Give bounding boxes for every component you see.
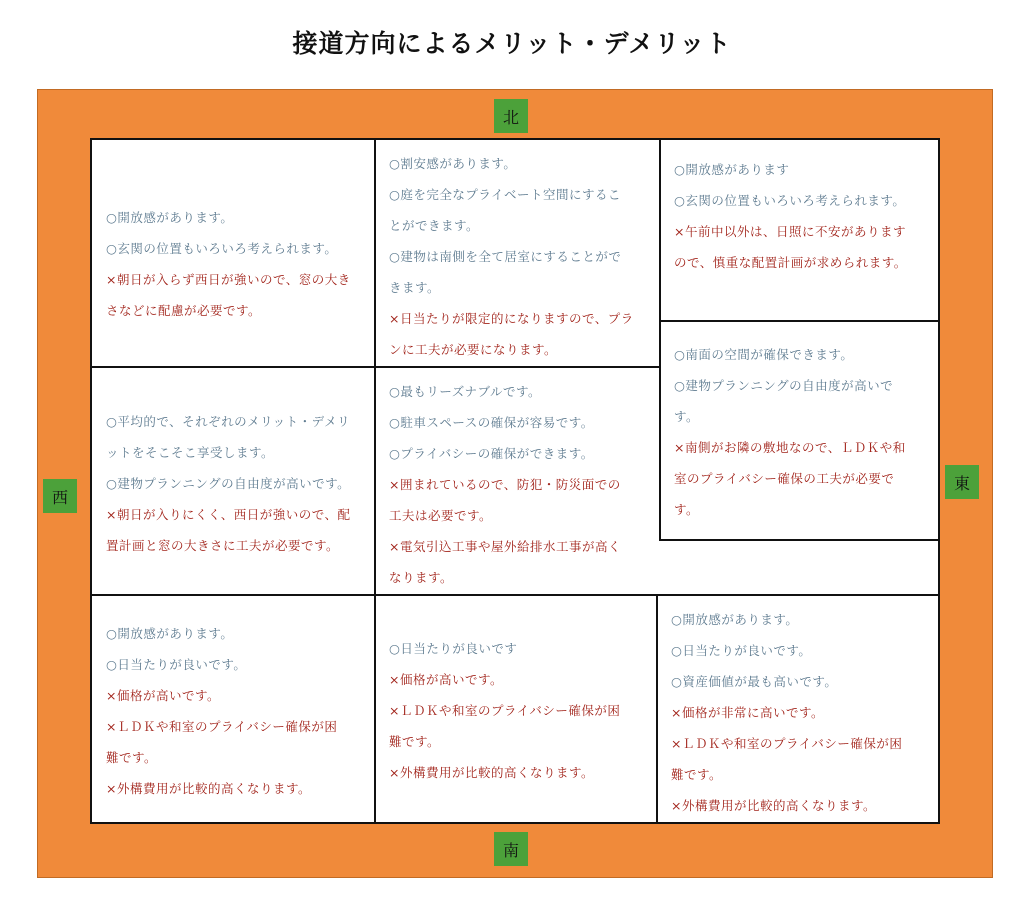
merit-line: ○日当たりが良いです xyxy=(389,641,518,656)
merit-line: ○資産価値が最も高いです。 xyxy=(671,674,838,689)
cell-northwest xyxy=(90,138,376,368)
merit-line: とができます。 xyxy=(389,218,480,233)
demerit-line: 工夫は必要です。 xyxy=(389,508,493,523)
cell-list xyxy=(106,618,374,804)
merit-line: ○玄関の位置もいろいろ考えられます。 xyxy=(106,241,338,256)
cell-north xyxy=(374,138,662,368)
demerit-line: ×朝日が入りにくく、西日が強いので、配 xyxy=(106,507,351,522)
cell-list xyxy=(106,406,374,561)
demerit-line: ×南側がお隣の敷地なので、ＬＤＫや和 xyxy=(674,440,906,455)
demerit-line: さなどに配慮が必要です。 xyxy=(106,303,262,318)
cell-northeast xyxy=(659,138,940,322)
cell-list xyxy=(389,633,656,788)
cell-list xyxy=(674,154,938,278)
cell-list xyxy=(106,202,374,326)
demerit-line: ×朝日が入らず西日が強いので、窓の大き xyxy=(106,272,351,287)
merit-line: ○プライバシーの確保ができます。 xyxy=(389,446,594,461)
merit-line: ○開放感があります xyxy=(674,162,790,177)
merit-line: す。 xyxy=(674,409,700,424)
merit-line: ○玄関の位置もいろいろ考えられます。 xyxy=(674,193,906,208)
merit-line: ○日当たりが良いです。 xyxy=(671,643,812,658)
demerit-line: ×ＬＤＫや和室のプライバシー確保が困 xyxy=(671,736,903,751)
demerit-line: す。 xyxy=(674,502,700,517)
merit-line: きます。 xyxy=(389,280,441,295)
demerit-line: 室のプライバシー確保の工夫が必要で xyxy=(674,471,895,486)
demerit-line: 置計画と窓の大きさに工夫が必要です。 xyxy=(106,538,340,553)
demerit-line: ×外構費用が比較的高くなります。 xyxy=(106,781,311,796)
demerit-line: 難です。 xyxy=(389,734,441,749)
cell-list xyxy=(389,376,662,593)
cell-southwest xyxy=(90,594,376,824)
demerit-line: ×日当たりが限定的になりますので、プラ xyxy=(389,311,634,326)
merit-line: ○駐車スペースの確保が容易です。 xyxy=(389,415,594,430)
demerit-line: ×囲まれているので、防犯・防災面での xyxy=(389,477,621,492)
demerit-line: ×価格が高いです。 xyxy=(106,688,220,703)
demerit-line: 難です。 xyxy=(671,767,723,782)
cell-southeast xyxy=(656,594,940,824)
demerit-line: ンに工夫が必要になります。 xyxy=(389,342,558,357)
merit-line: ○南面の空間が確保できます。 xyxy=(674,347,854,362)
merit-line: ○日当たりが良いです。 xyxy=(106,657,247,672)
merit-line: ○割安感があります。 xyxy=(389,156,517,171)
direction-west-badge: 西 xyxy=(43,479,77,513)
demerit-line: ×ＬＤＫや和室のプライバシー確保が困 xyxy=(389,703,621,718)
diagram-title: 接道方向によるメリット・デメリット xyxy=(292,29,732,58)
demerit-line: なります。 xyxy=(389,570,454,585)
merit-line: ○建物プランニングの自由度が高いで xyxy=(674,378,894,393)
demerit-line: ×外構費用が比較的高くなります。 xyxy=(671,798,876,813)
direction-south-badge: 南 xyxy=(494,832,528,866)
cell-west xyxy=(90,366,376,596)
cell-list xyxy=(671,604,938,821)
demerit-line: 難です。 xyxy=(106,750,158,765)
cell-list xyxy=(389,148,660,365)
demerit-line: ので、慎重な配置計画が求められます。 xyxy=(674,255,907,270)
merit-line: ○開放感があります。 xyxy=(671,612,799,627)
demerit-line: ×ＬＤＫや和室のプライバシー確保が困 xyxy=(106,719,338,734)
cell-east xyxy=(659,320,940,541)
demerit-line: ×午前中以外は、日照に不安があります xyxy=(674,224,906,239)
direction-north-badge: 北 xyxy=(494,99,528,133)
merit-line: ○建物は南側を全て居室にすることがで xyxy=(389,249,622,264)
merit-line: ○平均的で、それぞれのメリット・デメリ xyxy=(106,414,351,429)
merit-line: ットをそこそこ享受します。 xyxy=(106,445,275,460)
merit-line: ○最もリーズナブルです。 xyxy=(389,384,542,399)
demerit-line: ×外構費用が比較的高くなります。 xyxy=(389,765,594,780)
merit-line: ○開放感があります。 xyxy=(106,210,234,225)
merit-line: ○建物プランニングの自由度が高いです。 xyxy=(106,476,351,491)
direction-east-badge: 東 xyxy=(945,465,979,499)
demerit-line: ×電気引込工事や屋外給排水工事が高く xyxy=(389,539,621,554)
cell-south xyxy=(374,594,658,824)
merit-line: ○庭を完全なプライベート空間にするこ xyxy=(389,187,622,202)
demerit-line: ×価格が高いです。 xyxy=(389,672,503,687)
demerit-line: ×価格が非常に高いです。 xyxy=(671,705,824,720)
merit-line: ○開放感があります。 xyxy=(106,626,234,641)
cell-list xyxy=(674,339,938,525)
cell-center xyxy=(374,366,662,596)
